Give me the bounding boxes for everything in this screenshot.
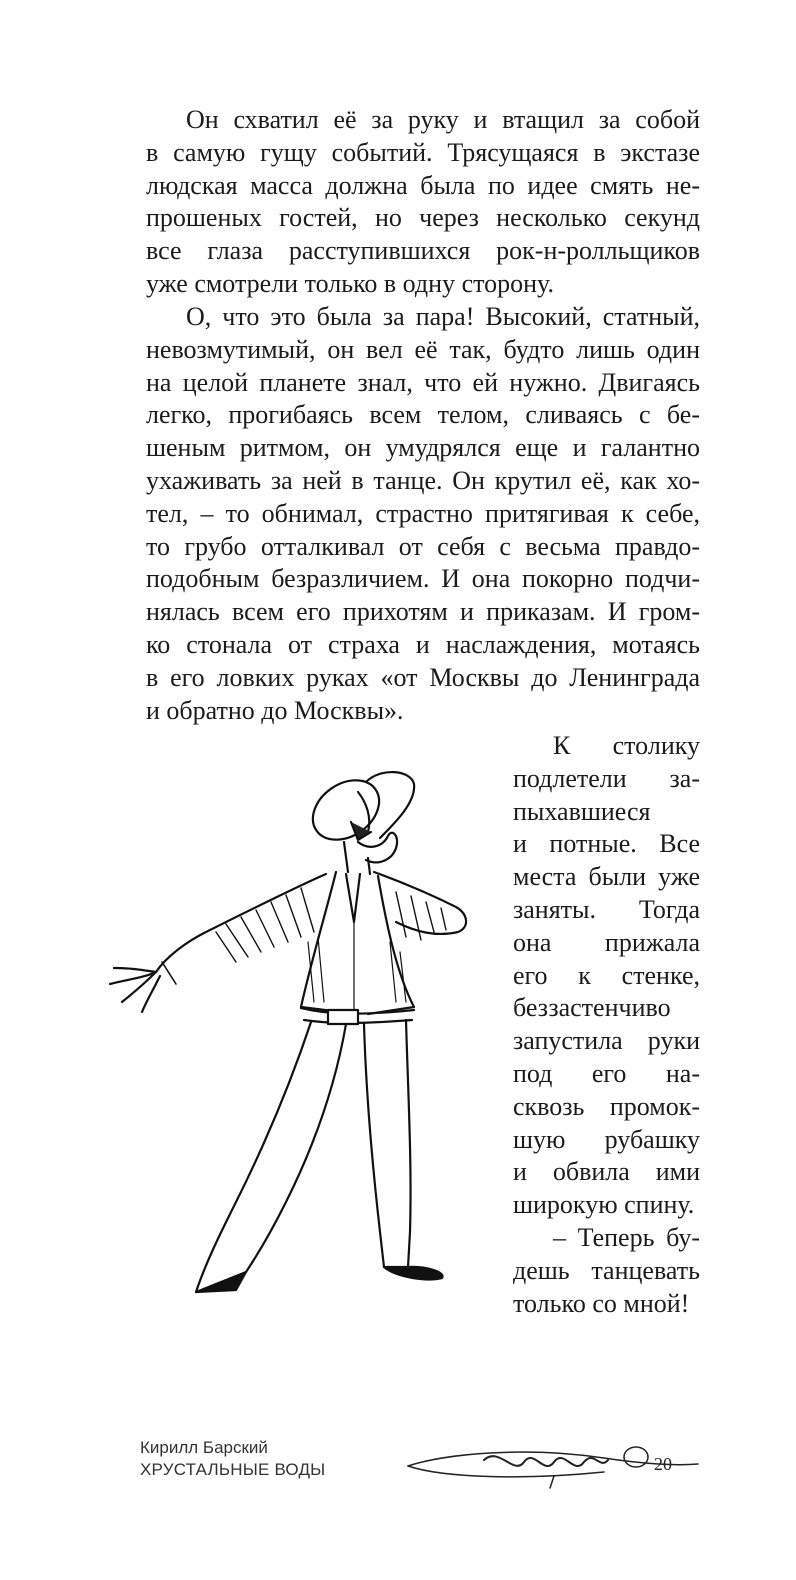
text-line: в его ловких руках «от Москвы до Ленинграда <box>146 662 700 692</box>
text-line: – Теперь бу- <box>553 1222 700 1252</box>
text-line: ко стонала от страха и наслаждения, мотаясь <box>146 629 700 659</box>
text-line: и обратно до Москвы». <box>146 695 404 725</box>
footer-book-title: ХРУСТАЛЬНЫЕ ВОДЫ <box>140 1460 326 1479</box>
footer-author: Кирилл Барский <box>140 1438 268 1457</box>
paragraph-1 <box>146 104 700 301</box>
text-line: дешь танцевать <box>513 1255 700 1285</box>
text-line: подлетели за- <box>513 763 700 793</box>
text-line: все глаза расступившихся рок-н-ролльщиков <box>146 236 700 266</box>
text-line: сквозь промок- <box>513 1091 700 1121</box>
text-line: и потные. Все <box>513 829 700 859</box>
dancing-man-illustration <box>96 762 496 1310</box>
text-line: О, что это была за пара! Высокий, статный, <box>186 302 700 331</box>
text-line: ухаживать за ней в танце. Он крутил её, как хо- <box>146 465 700 495</box>
text-line: уже смотрели только в одну сторону. <box>146 268 554 298</box>
text-line: тел, – то обнимал, страстно притягивая к себе, <box>146 498 700 528</box>
text-line: невозмутимый, он вел её так, будто лишь один <box>146 334 700 364</box>
text-line: прошеных гостей, но через несколько секунд <box>146 203 700 233</box>
text-line: то грубо отталкивал от себя с весьма правдо- <box>146 531 700 561</box>
text-line: в самую гущу событий. Трясущаяся в экстазе <box>146 137 700 167</box>
text-line: широкую спину. <box>513 1190 695 1220</box>
paragraph-2 <box>146 301 700 727</box>
text-line: под его на- <box>513 1058 700 1088</box>
text-line: шую рубашку <box>513 1124 700 1154</box>
text-line: его к стенке, <box>513 960 700 990</box>
text-line: только со мной! <box>513 1288 690 1318</box>
text-line: К столику <box>553 731 700 760</box>
text-line: пыхавшиеся <box>513 796 651 826</box>
text-line: нялась всем его прихотям и приказам. И гром- <box>146 597 700 627</box>
page-number: 20 <box>654 1454 672 1474</box>
text-line: Он схватил её за руку и втащил за собой <box>186 105 700 134</box>
text-line: беззастенчиво <box>513 993 671 1023</box>
text-line: запустила руки <box>513 1026 700 1056</box>
text-line: и обвила ими <box>513 1157 700 1187</box>
text-line: места были уже <box>513 862 700 892</box>
text-line: шеным ритмом, он умудрялся еще и галантно <box>146 433 700 463</box>
text-line: на целой планете знал, что ей нужно. Двигаясь <box>146 367 700 397</box>
text-line: людская масса должна была по идее смять не- <box>146 170 700 200</box>
text-line: заняты. Тогда <box>513 894 700 924</box>
text-line: подобным безразличием. И она покорно подчи- <box>146 564 700 594</box>
text-line: легко, прогибаясь всем телом, сливаясь с бе- <box>146 400 700 430</box>
text-line: она прижала <box>513 927 700 957</box>
side-column-text <box>513 730 700 1320</box>
